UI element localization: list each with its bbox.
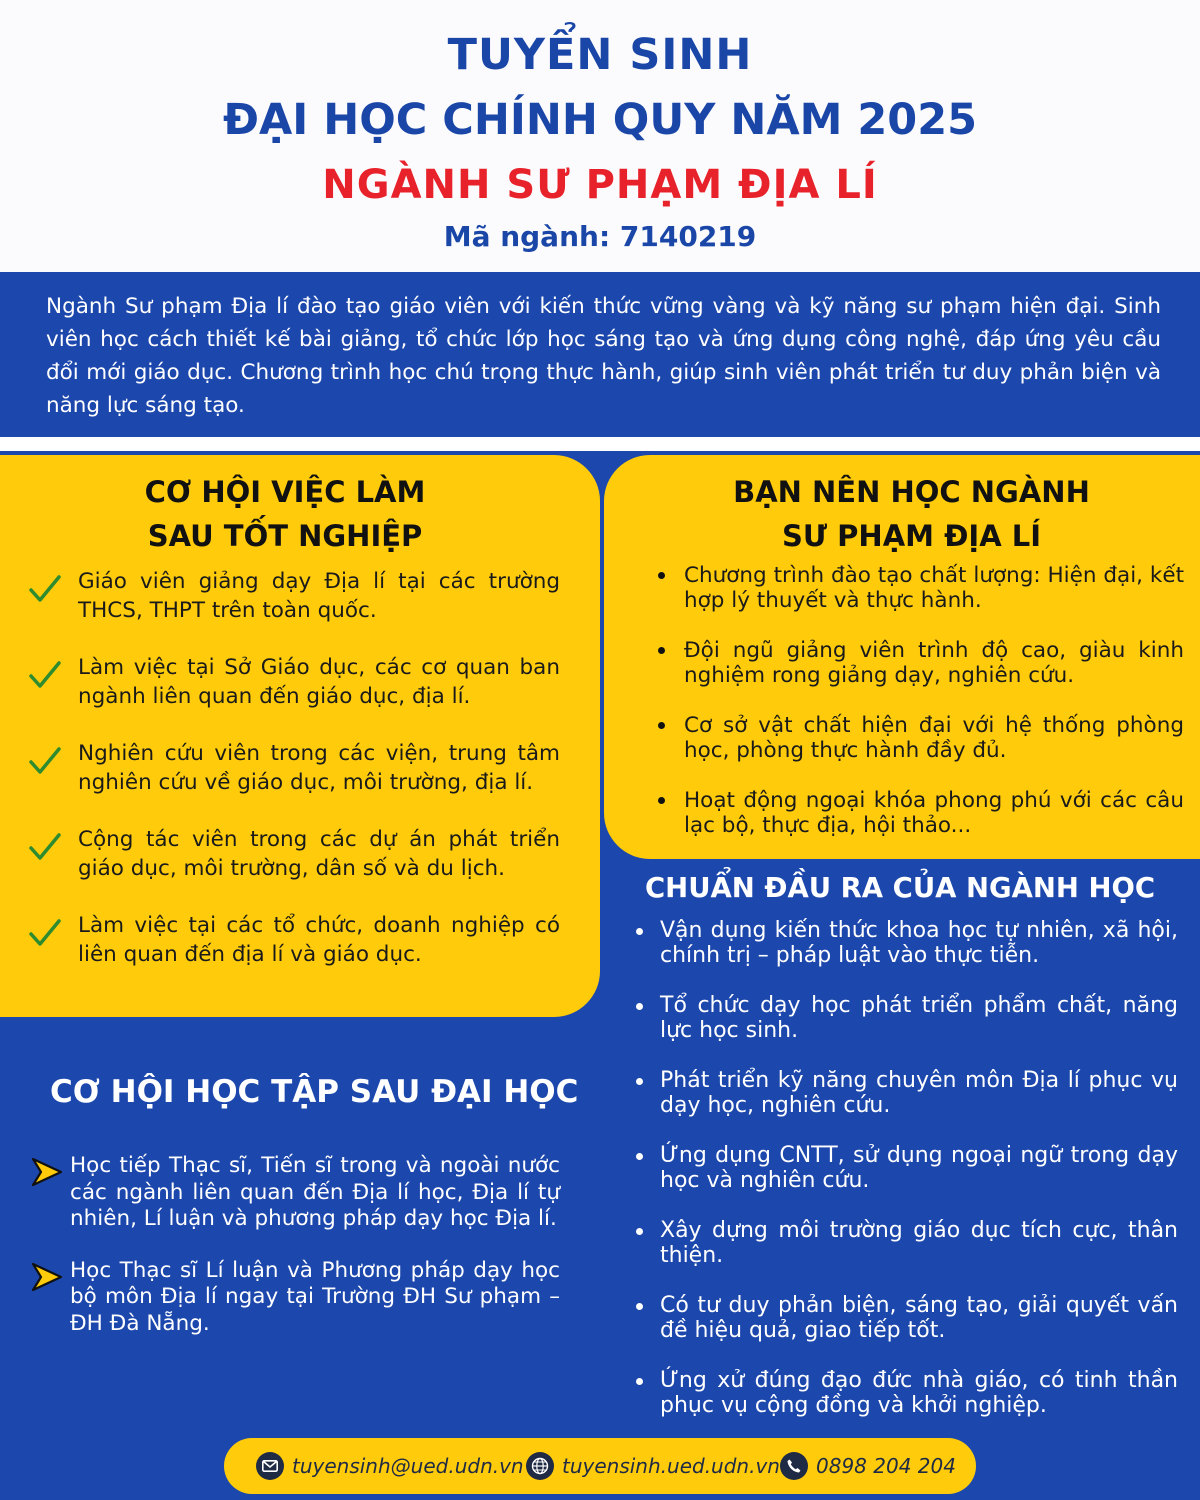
list-item: Xây dựng môi trường giáo dục tích cực, thân thiện. — [632, 1218, 1178, 1268]
contact-email[interactable] — [256, 1450, 524, 1482]
list-item: Tổ chức dạy học phát triển phẩm chất, năng lực học sinh. — [632, 993, 1178, 1043]
why-list — [656, 563, 1184, 863]
phone-text: 0898 204 204 — [816, 1454, 956, 1478]
list-item — [28, 653, 560, 711]
jobs-title-line1: CƠ HỘI VIỆC LÀM — [144, 475, 426, 509]
why-title — [634, 470, 1189, 558]
globe-icon — [526, 1452, 554, 1480]
outcomes-list — [632, 918, 1178, 1443]
outcomes-title: CHUẨN ĐẦU RA CỦA NGÀNH HỌC — [645, 872, 1156, 904]
list-item: Chương trình đào tạo chất lượng: Hiện đại, kết hợp lý thuyết và thực hành. — [656, 563, 1184, 613]
list-item: Ứng xử đúng đạo đức nhà giáo, có tinh thần phục vụ cộng đồng và khởi nghiệp. — [632, 1368, 1178, 1418]
contact-phone[interactable] — [780, 1450, 956, 1482]
page-title: TUYỂN SINH — [447, 30, 753, 80]
check-icon — [28, 572, 62, 606]
email-icon — [256, 1452, 284, 1480]
list-item: Cơ sở vật chất hiện đại với hệ thống phòng học, phòng thực hành đầy đủ. — [656, 713, 1184, 763]
list-item — [30, 1258, 560, 1338]
check-icon — [28, 916, 62, 950]
list-item-text: Làm việc tại Sở Giáo dục, các cơ quan ban ngành liên quan đến giáo dục, địa lí. — [78, 655, 560, 709]
postgrad-list — [30, 1153, 560, 1362]
list-item: Ứng dụng CNTT, sử dụng ngoại ngữ trong dạy học và nghiên cứu. — [632, 1143, 1178, 1193]
jobs-title-line2: SAU TỐT NGHIỆP — [147, 519, 423, 553]
arrow-right-icon — [30, 1157, 64, 1187]
major-code: Mã ngành: 7140219 — [443, 220, 757, 253]
list-item: Đội ngũ giảng viên trình độ cao, giàu kinh nghiệm rong giảng dạy, nghiên cứu. — [656, 638, 1184, 688]
list-item — [28, 567, 560, 625]
list-item: Hoạt động ngoại khóa phong phú với các câu lạc bộ, thực địa, hội thảo... — [656, 788, 1184, 838]
list-item-text: Học tiếp Thạc sĩ, Tiến sĩ trong và ngoài nước các ngành liên quan đến Địa lí học, Địa lí tự nhiên, Lí luận và phương pháp dạy học Địa lí. — [70, 1153, 560, 1231]
list-item — [28, 911, 560, 969]
list-item-text: Giáo viên giảng dạy Địa lí tại các trường THCS, THPT trên toàn quốc. — [78, 569, 560, 623]
jobs-title — [40, 470, 530, 558]
postgrad-title: CƠ HỘI HỌC TẬP SAU ĐẠI HỌC — [50, 1074, 579, 1110]
list-item-text: Nghiên cứu viên trong các viện, trung tâm nghiên cứu về giáo dục, môi trường, địa lí. — [78, 741, 560, 795]
header — [0, 0, 1200, 272]
list-item-text: Cộng tác viên trong các dự án phát triển giáo dục, môi trường, dân số và du lịch. — [78, 827, 560, 881]
phone-icon — [780, 1452, 808, 1480]
check-icon — [28, 830, 62, 864]
jobs-list — [28, 567, 560, 997]
major-name: NGÀNH SƯ PHẠM ĐỊA LÍ — [322, 162, 878, 208]
why-title-line1: BẠN NÊN HỌC NGÀNH — [733, 475, 1090, 509]
why-title-line2: SƯ PHẠM ĐỊA LÍ — [781, 519, 1042, 553]
check-icon — [28, 744, 62, 778]
why-card — [604, 455, 1200, 859]
page-subtitle: ĐẠI HỌC CHÍNH QUY NĂM 2025 — [222, 95, 978, 145]
contact-website[interactable] — [526, 1450, 780, 1482]
list-item — [28, 739, 560, 797]
list-item: Phát triển kỹ năng chuyên môn Địa lí phục vụ dạy học, nghiên cứu. — [632, 1068, 1178, 1118]
jobs-card — [0, 455, 600, 1017]
arrow-right-icon — [30, 1262, 64, 1292]
list-item: Có tư duy phản biện, sáng tạo, giải quyết vấn đề hiệu quả, giao tiếp tốt. — [632, 1293, 1178, 1343]
contact-bar — [224, 1438, 976, 1494]
divider — [0, 437, 1200, 451]
list-item-text: Làm việc tại các tổ chức, doanh nghiệp có liên quan đến địa lí và giáo dục. — [78, 913, 560, 967]
check-icon — [28, 658, 62, 692]
list-item-text: Học Thạc sĩ Lí luận và Phương pháp dạy học bộ môn Địa lí ngay tại Trường ĐH Sư phạm – ĐH Đà Nẵng. — [70, 1257, 560, 1336]
list-item — [28, 825, 560, 883]
email-text: tuyensinh@ued.udn.vn — [292, 1454, 524, 1478]
website-text: tuyensinh.ued.udn.vn — [562, 1454, 780, 1478]
intro-paragraph: Ngành Sư phạm Địa lí đào tạo giáo viên với kiến thức vững vàng và kỹ năng sư phạm hiện đại. Sinh viên học cách thiết kế bài giảng, tổ chức lớp học sáng tạo và ứng dụng công nghệ, đáp ứng yêu cầu đổi mới giáo dục. Chương trình học chú trọng thực hành, giúp sinh viên phát triển tư duy phản biện và năng lực sáng tạo. — [46, 294, 1161, 418]
list-item — [30, 1153, 560, 1233]
list-item: Vận dụng kiến thức khoa học tự nhiên, xã hội, chính trị – pháp luật vào thực tiễn. — [632, 918, 1178, 968]
